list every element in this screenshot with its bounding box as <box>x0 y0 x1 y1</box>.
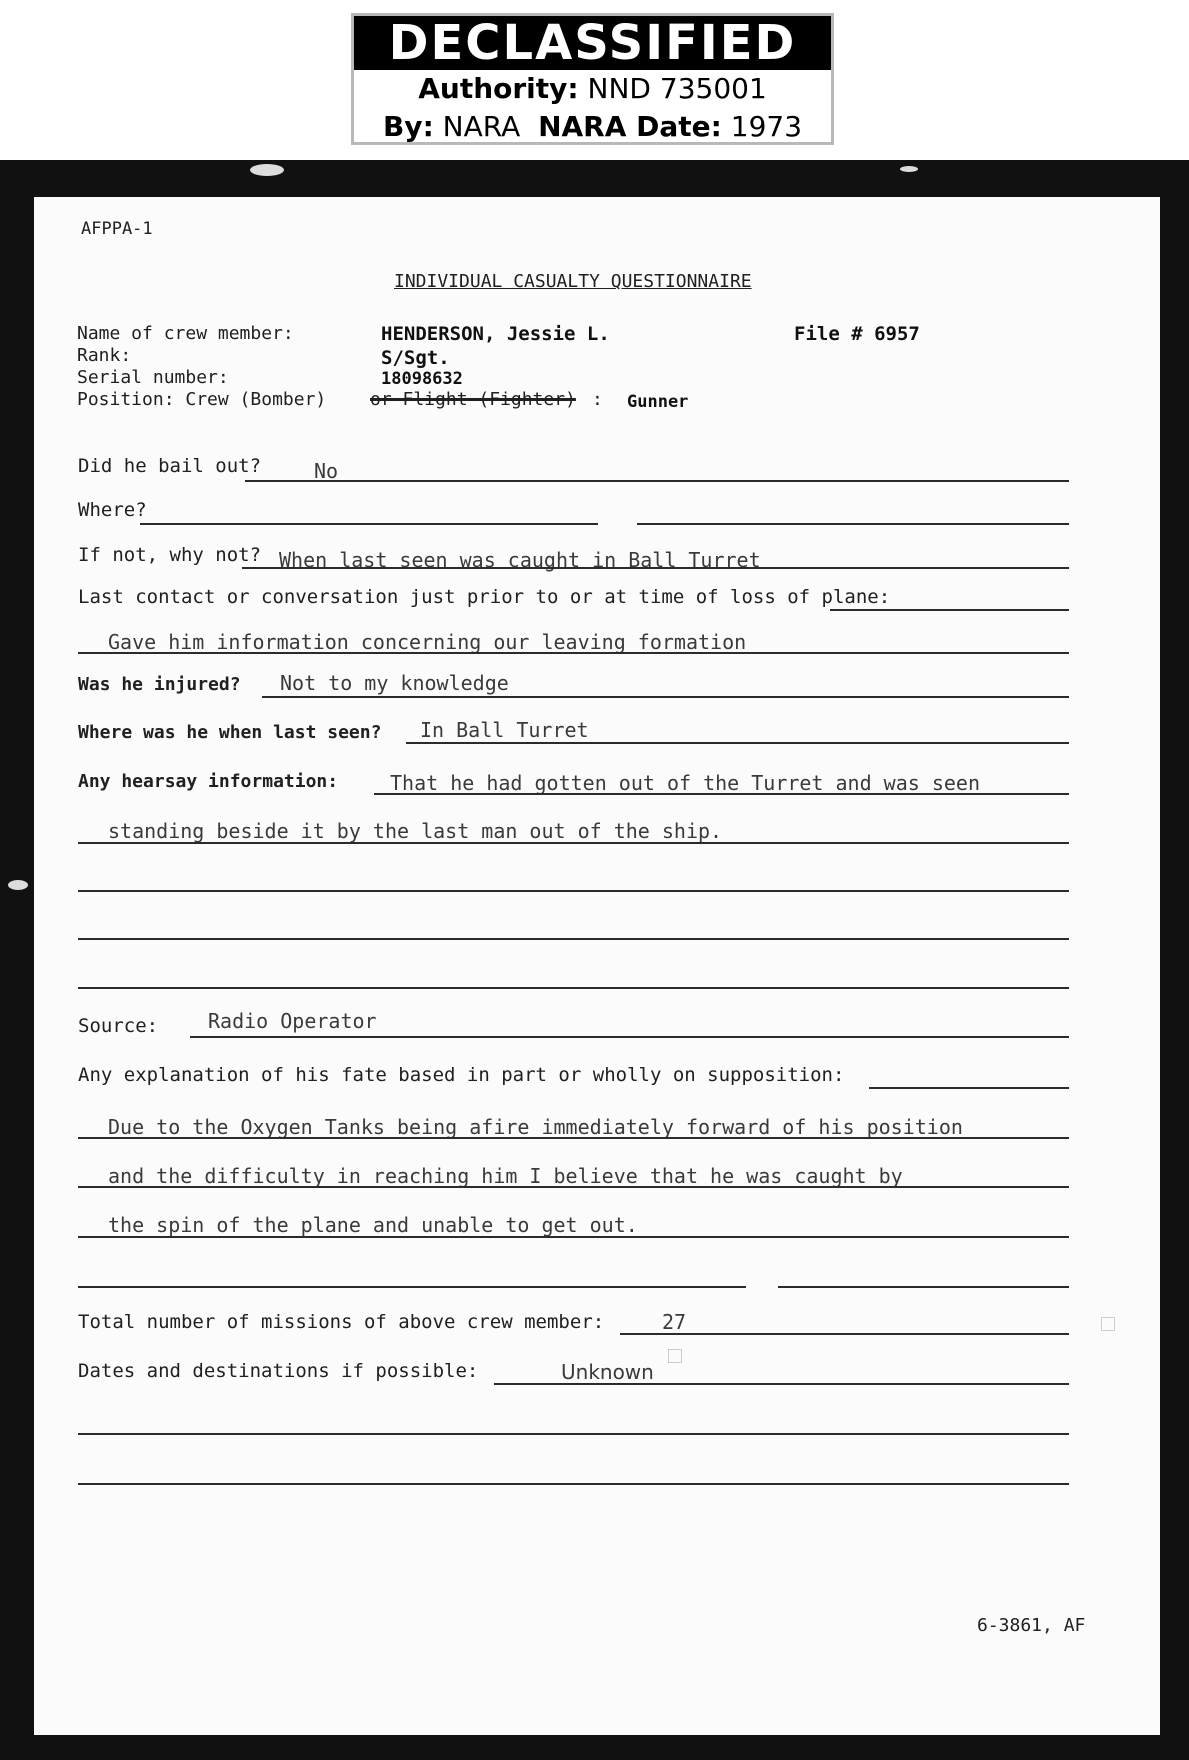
serial-value: 18098632 <box>381 369 463 389</box>
answer-line <box>78 1483 1069 1485</box>
stamp-authority-value: NND 735001 <box>587 72 767 105</box>
answer-line <box>78 987 1069 989</box>
stamp-by-date <box>354 108 831 146</box>
dates-value: Unknown <box>561 1360 654 1384</box>
answer-line <box>78 890 1069 892</box>
crew-name-value: HENDERSON, Jessie L. <box>381 323 610 345</box>
scan-speck <box>900 166 918 172</box>
bail-out-value: No <box>314 459 339 483</box>
explanation-label: Any explanation of his fate based in part or wholly on supposition: <box>78 1064 845 1086</box>
answer-line <box>78 938 1069 940</box>
serial-label: Serial number: <box>77 367 229 388</box>
answer-line <box>78 842 1069 844</box>
file-number: File # 6957 <box>794 323 920 345</box>
tick-box <box>1101 1317 1115 1331</box>
why-not-value: When last seen was caught in Ball Turret <box>279 548 761 572</box>
rank-label: Rank: <box>77 345 132 366</box>
stamp-date-value: 1973 <box>730 110 803 143</box>
answer-line <box>78 652 1069 654</box>
stamp-by-label: By: <box>382 110 434 143</box>
crew-name-label: Name of crew member: <box>77 323 294 344</box>
form-title: INDIVIDUAL CASUALTY QUESTIONNAIRE <box>394 271 752 292</box>
position-struck-option: or Flight (Fighter) <box>370 389 576 410</box>
answer-line <box>620 1333 1069 1335</box>
missions-value: 27 <box>662 1310 687 1334</box>
answer-line <box>242 567 1069 569</box>
where-label: Where? <box>78 499 147 521</box>
scan-speck <box>250 164 284 176</box>
hearsay-label: Any hearsay information: <box>78 771 339 792</box>
stamp-by-value: NARA <box>442 110 521 143</box>
tick-box <box>668 1349 682 1363</box>
answer-line <box>78 1286 746 1288</box>
answer-line <box>78 1433 1069 1435</box>
injured-value: Not to my knowledge <box>280 671 509 695</box>
last-seen-value: In Ball Turret <box>420 718 589 742</box>
answer-line <box>190 1036 1069 1038</box>
answer-line <box>778 1286 1069 1288</box>
stamp-date-label: NARA Date: <box>538 110 722 143</box>
last-contact-label: Last contact or conversation just prior to or at time of loss of plane: <box>78 586 891 608</box>
injured-label: Was he injured? <box>78 674 241 695</box>
hearsay-line-1: That he had gotten out of the Turret and was seen <box>390 771 981 795</box>
dates-label: Dates and destinations if possible: <box>78 1360 479 1382</box>
missions-label: Total number of missions of above crew member: <box>78 1311 605 1333</box>
answer-line <box>78 1137 1069 1139</box>
last-seen-label: Where was he when last seen? <box>78 722 382 743</box>
explanation-line-1: Due to the Oxygen Tanks being afire immediately forward of his position <box>108 1115 963 1139</box>
answer-line <box>140 523 598 525</box>
scan-speck <box>8 880 28 890</box>
source-label: Source: <box>78 1015 159 1037</box>
footer-form-code: 6-3861, AF <box>977 1615 1086 1636</box>
stamp-authority-label: Authority: <box>418 72 579 105</box>
bail-out-label: Did he bail out? <box>78 455 262 477</box>
position-value: Gunner <box>627 392 689 412</box>
answer-line <box>374 793 1069 795</box>
answer-line <box>406 742 1069 744</box>
answer-line <box>494 1383 1069 1385</box>
hearsay-line-2: standing beside it by the last man out of the ship. <box>108 819 723 843</box>
stamp-title: DECLASSIFIED <box>354 16 831 70</box>
answer-line <box>869 1087 1069 1089</box>
form-code: AFPPA-1 <box>81 219 153 239</box>
declassified-stamp <box>351 13 834 145</box>
answer-line <box>637 523 1069 525</box>
stamp-authority <box>354 70 831 108</box>
rank-value: S/Sgt. <box>381 347 450 369</box>
answer-line <box>78 1236 1069 1238</box>
why-not-label: If not, why not? <box>78 544 262 566</box>
answer-line <box>262 696 1069 698</box>
last-contact-value: Gave him information concerning our leaving formation <box>108 630 747 654</box>
explanation-line-3: the spin of the plane and unable to get out. <box>108 1213 638 1237</box>
form-paper <box>34 197 1160 1735</box>
explanation-line-2: and the difficulty in reaching him I believe that he was caught by <box>108 1164 903 1188</box>
answer-line <box>245 480 1069 482</box>
source-value: Radio Operator <box>208 1009 377 1033</box>
answer-line <box>78 1186 1069 1188</box>
position-colon: : <box>592 389 603 410</box>
answer-line <box>830 609 1069 611</box>
position-label: Position: Crew (Bomber) <box>77 389 327 410</box>
scanned-document-frame <box>0 160 1189 1760</box>
